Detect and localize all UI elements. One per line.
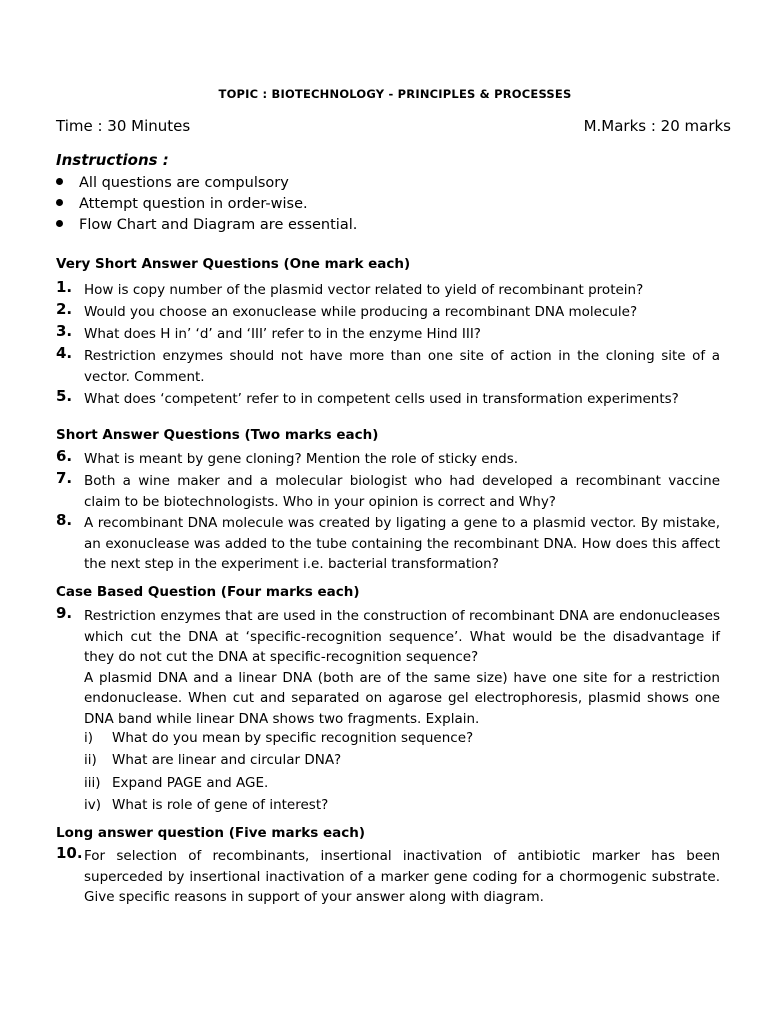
section-heading-very-short: Very Short Answer Questions (One mark each)	[56, 256, 411, 272]
question-3	[56, 324, 720, 345]
time-label: Time : 30 Minutes	[56, 117, 191, 135]
question-number: 3.	[56, 322, 73, 340]
question-number: 7.	[56, 469, 73, 487]
sub-question-number: iv)	[84, 797, 102, 813]
question-number: 6.	[56, 447, 73, 465]
question-text: A recombinant DNA molecule was created by ligating a gene to a plasmid vector. By mistake, an exonuclease was added to the tube containing the recombinant DNA. How does this affect the next step in the experiment i.e. bacterial transformation?	[84, 515, 720, 572]
instructions-title: Instructions :	[56, 151, 169, 169]
sub-question-iv	[84, 795, 328, 815]
sub-question-i	[84, 728, 473, 748]
sub-question-ii	[84, 750, 341, 770]
instruction-item: Attempt question in order-wise.	[56, 194, 357, 215]
question-number: 8.	[56, 511, 73, 529]
question-text: Both a wine maker and a molecular biologist who had developed a recombinant vaccine claim to be biotechnologists. Who in your opinion is correct and Why?	[84, 473, 720, 510]
question-number: 4.	[56, 344, 73, 362]
question-text-continued: A plasmid DNA and a linear DNA (both are of the same size) have one site for a restriction endonuclease. When cut and separated on agarose gel electrophoresis, plasmid shows one DNA band while linear DNA shows two fragments. Explain.	[84, 669, 720, 727]
sub-question-text: What is role of gene of interest?	[112, 797, 329, 813]
instruction-item: Flow Chart and Diagram are essential.	[56, 215, 357, 236]
topic-title: TOPIC : BIOTECHNOLOGY - PRINCIPLES & PROCESSES	[218, 87, 572, 101]
section-heading-long: Long answer question (Five marks each)	[56, 825, 365, 841]
question-text: What is meant by gene cloning? Mention the role of sticky ends.	[84, 451, 519, 467]
question-number: 2.	[56, 300, 73, 318]
question-text: For selection of recombinants, insertional inactivation of antibiotic marker has been superceded by insertional inactivation of a marker gene coding for a chormogenic substrate. Give specific reasons in support of your answer along with diagram.	[84, 848, 720, 905]
instruction-item: All questions are compulsory	[56, 173, 357, 194]
section-heading-short: Short Answer Questions (Two marks each)	[56, 427, 379, 443]
max-marks-label: M.Marks : 20 marks	[583, 117, 731, 135]
section-heading-case: Case Based Question (Four marks each)	[56, 584, 360, 600]
question-1	[56, 280, 720, 301]
question-9	[56, 606, 720, 729]
question-text: What does ‘competent’ refer to in competent cells used in transformation experiments?	[84, 391, 679, 407]
question-text: Restriction enzymes that are used in the construction of recombinant DNA are endonucleases which cut the DNA at ‘specific-recognition sequence’. What would be the disadvantage if they do not cut the DNA at specific-recognition sequence?	[84, 608, 720, 665]
question-6	[56, 449, 720, 470]
sub-question-number: i)	[84, 730, 94, 746]
question-number: 9.	[56, 604, 73, 622]
sub-question-number: iii)	[84, 775, 101, 791]
question-number: 10.	[56, 844, 83, 862]
question-10	[56, 846, 720, 908]
sub-question-number: ii)	[84, 752, 97, 768]
question-number: 1.	[56, 278, 73, 296]
instructions-list	[56, 173, 357, 236]
question-2	[56, 302, 720, 323]
question-8	[56, 513, 720, 575]
question-text: How is copy number of the plasmid vector related to yield of recombinant protein?	[84, 282, 644, 298]
question-text: What does H in’ ‘d’ and ‘III’ refer to in the enzyme Hind III?	[84, 326, 481, 342]
question-4	[56, 346, 720, 387]
question-7	[56, 471, 720, 512]
question-text: Restriction enzymes should not have more than one site of action in the cloning site of a vector. Comment.	[84, 348, 720, 385]
time-marks-row	[56, 117, 731, 135]
question-number: 5.	[56, 387, 73, 405]
sub-question-iii	[84, 773, 268, 793]
sub-question-text: What do you mean by specific recognition sequence?	[112, 730, 474, 746]
sub-question-text: Expand PAGE and AGE.	[112, 775, 269, 791]
question-text: Would you choose an exonuclease while producing a recombinant DNA molecule?	[84, 304, 638, 320]
sub-question-text: What are linear and circular DNA?	[112, 752, 342, 768]
question-5	[56, 389, 720, 410]
